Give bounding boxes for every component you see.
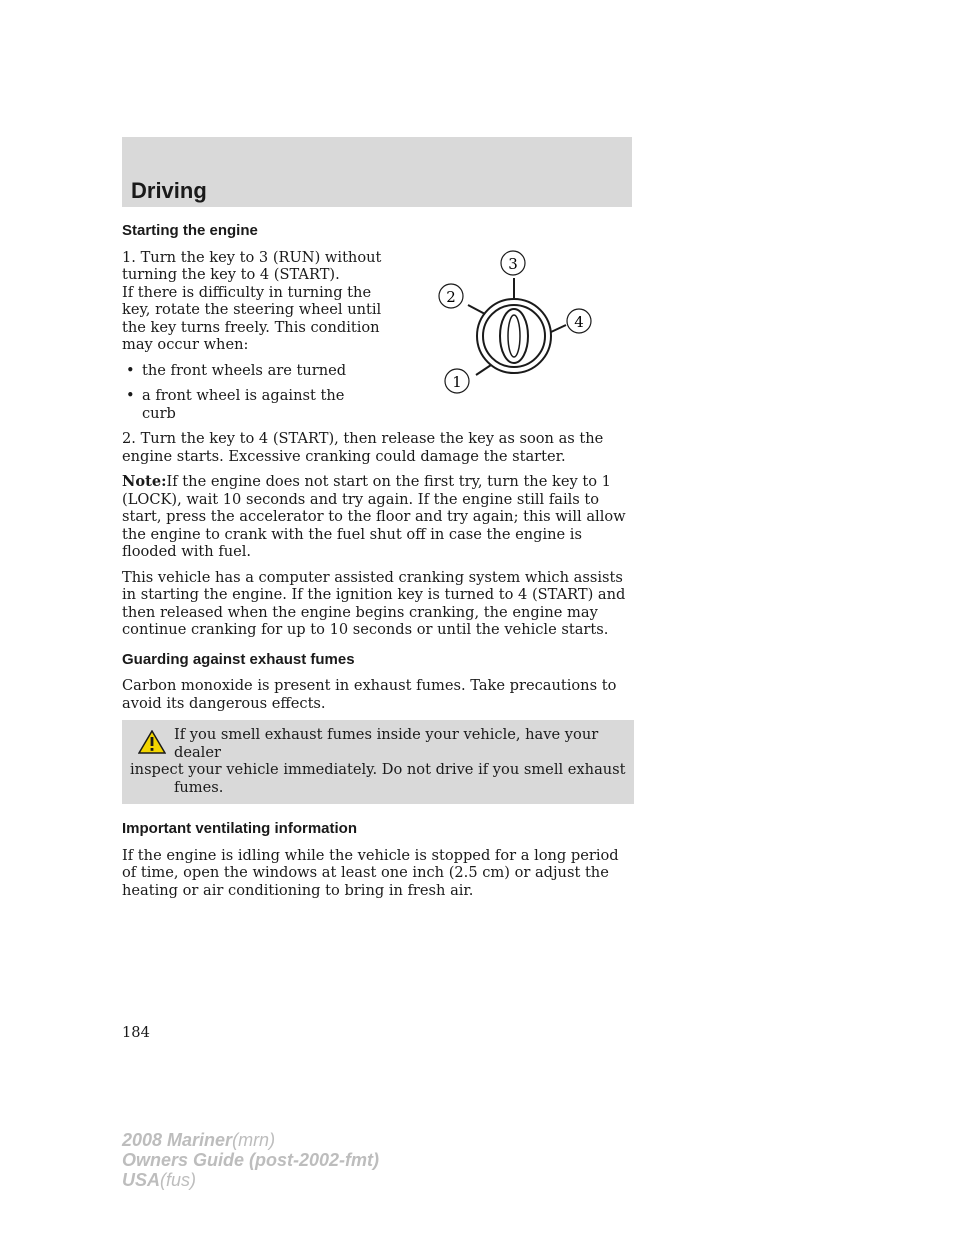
computer-assist-paragraph: This vehicle has a computer assisted cranking system which assists in starting the engine. If the ignition key is turned to 4 (START) and then released when the engine begins cranking, the engine may continue cranking for up to 10 seconds or until the vehicle starts. [122,568,626,638]
key-slot-inner [508,315,520,357]
bullet-dot-icon: • [126,361,135,379]
label-4: 4 [574,313,584,331]
step-1-detail: If there is difficulty in turning the key, rotate the steering wheel until the key turns freely. This condition may occur when: [122,283,382,353]
warning-box [122,720,634,804]
note-text: If the engine does not start on the first try, turn the key to 1 (LOCK), wait 10 seconds and try again. If the engine still fails to start, press the accelerator to the floor and try again; this will allow the engine to crank with the fuel shut off in case the engine is flooded with fuel. [122,473,626,560]
position-2-tick [468,305,485,314]
footer-model-code: (mrn) [232,1130,276,1150]
heading-ventilating: Important ventilating information [122,820,357,837]
heading-exhaust-fumes: Guarding against exhaust fumes [122,650,355,668]
warning-text-line1: If you smell exhaust fumes inside your vehicle, have your dealer [174,726,599,761]
bullet-text: the front wheels are turned [142,361,347,379]
starting-steps-block [122,249,382,423]
footer-region: USA [122,1170,161,1190]
exhaust-body: Carbon monoxide is present in exhaust fumes. Take precautions to avoid its dangerous effects. [122,677,617,712]
footer-line-3 [122,1170,379,1190]
step-1-text: 1. Turn the key to 3 (RUN) without turning the key to 4 (START). [122,248,382,283]
footer-guide: Owners Guide (post-2002-fmt) [122,1150,380,1170]
label-3: 3 [508,255,518,273]
label-2: 2 [446,288,456,306]
step-2-text: 2. Turn the key to 4 (START), then release the key as soon as the engine starts. Excessive cranking could damage the starter. [122,430,604,465]
bullet-item [122,362,382,380]
position-1-tick [476,365,491,375]
position-4-tick [551,325,566,332]
note-label: Note: [122,473,167,490]
ventilating-body: If the engine is idling while the vehicle is stopped for a long period of time, open the windows at least one inch (2.5 cm) or adjust the heating or air conditioning to bring in fresh air. [122,846,619,899]
footer-model: 2008 Mariner [122,1130,233,1150]
warning-triangle-icon [138,730,166,754]
bullet-dot-icon: • [126,387,135,404]
label-1: 1 [452,373,462,391]
footer-region-code: (fus) [160,1170,197,1190]
bullet-item [122,387,382,422]
footer-line-1 [122,1130,379,1150]
page-number: 184 [122,1024,150,1041]
heading-starting-engine: Starting the engine [122,222,258,239]
document-footer [122,1130,379,1190]
warning-text-rest: inspect your vehicle immediately. Do not drive if you smell exhaust fumes. [130,761,626,796]
ignition-key-diagram [428,248,598,398]
note-paragraph [122,473,634,561]
section-title: Driving [131,178,207,203]
bullet-text: a front wheel is against the curb [142,387,345,422]
